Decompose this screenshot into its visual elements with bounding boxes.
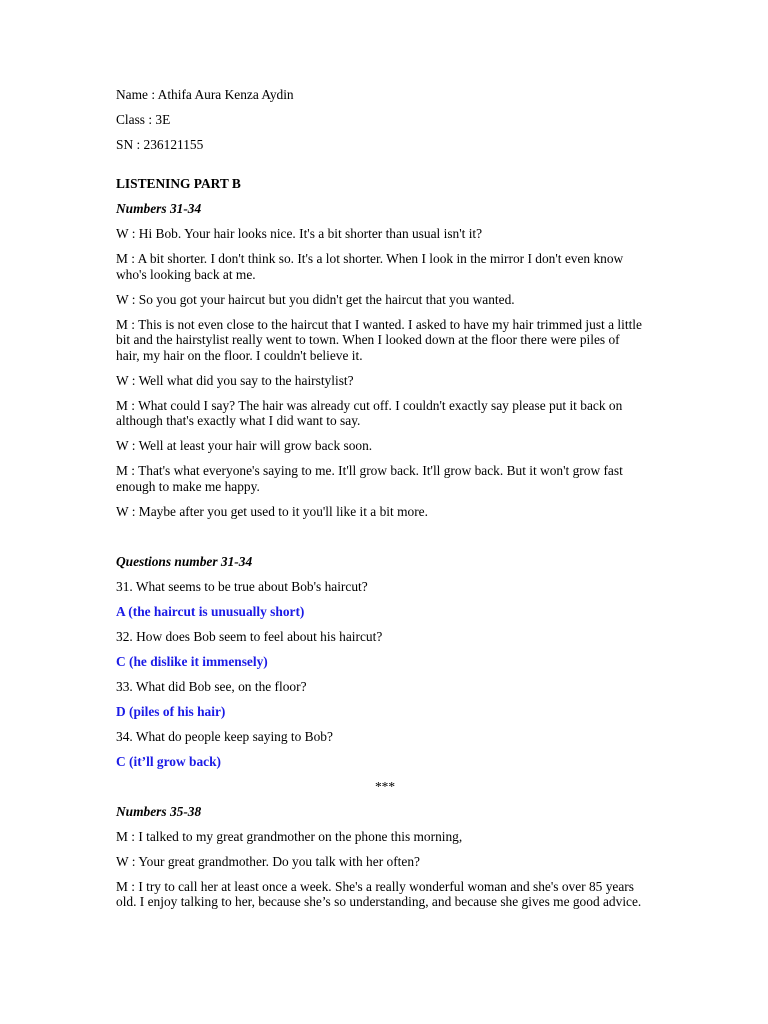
dialogue-line: W : So you got your haircut but you didn't get the haircut that you wanted. [116, 291, 515, 307]
student-number: SN : 236121155 [116, 137, 204, 152]
dialogue-line: W : Your great grandmother. Do you talk with her often? [116, 853, 420, 869]
dialogue-line: M : A bit shorter. I don't think so. It's a lot shorter. When I look in the mirror I don't even know who's looking back at me. [116, 251, 624, 282]
dialogue-line: M : That's what everyone's saying to me. It'll grow back. It'll grow back. But it won't grow fast enough to make me happy. [116, 463, 623, 494]
answer-31: A (the haircut is unusually short) [116, 603, 305, 619]
dialogue-line: W : Well what did you say to the hairstylist? [116, 372, 354, 388]
student-name: Name : Athifa Aura Kenza Aydin [116, 87, 294, 102]
part1-heading: Numbers 31-34 [116, 201, 202, 216]
answer-34: C (it’ll grow back) [116, 753, 222, 769]
dialogue-line: W : Hi Bob. Your hair looks nice. It's a bit shorter than usual isn't it? [116, 226, 483, 241]
questions-heading: Questions number 31-34 [116, 553, 253, 569]
question-32: 32. How does Bob seem to feel about his haircut? [116, 628, 383, 644]
question-31: 31. What seems to be true about Bob's haircut? [116, 578, 368, 594]
dialogue-line: M : What could I say? The hair was already cut off. I couldn't exactly say please put it back on although that's exactly what I did want to say. [116, 397, 623, 428]
dialogue-line: M : I try to call her at least once a week. She's a really wonderful woman and she's over 85 years old. I enjoy talking to her, because she’s so understanding, and because she gives me good advice. [116, 878, 642, 909]
answer-32: C (he dislike it immensely) [116, 653, 268, 669]
section-title: LISTENING PART B [116, 176, 241, 191]
dialogue-line: M : This is not even close to the haircut that I wanted. I asked to have my hair trimmed just a little bit and the hairstylist really went to town. When I looked down at the floor there were piles of hair, my hair on the floor. I couldn't believe it. [116, 316, 642, 363]
dialogue-line: M : I talked to my great grandmother on the phone this morning, [116, 828, 463, 844]
part2-heading: Numbers 35-38 [116, 803, 202, 819]
document-page [116, 87, 646, 919]
dialogue-line: W : Maybe after you get used to it you'll like it a bit more. [116, 503, 428, 519]
section-separator: *** [374, 778, 396, 794]
student-class: Class : 3E [116, 112, 171, 127]
dialogue-line: W : Well at least your hair will grow back soon. [116, 438, 373, 453]
question-34: 34. What do people keep saying to Bob? [116, 728, 333, 744]
question-33: 33. What did Bob see, on the floor? [116, 678, 307, 694]
answer-33: D (piles of his hair) [116, 703, 226, 719]
